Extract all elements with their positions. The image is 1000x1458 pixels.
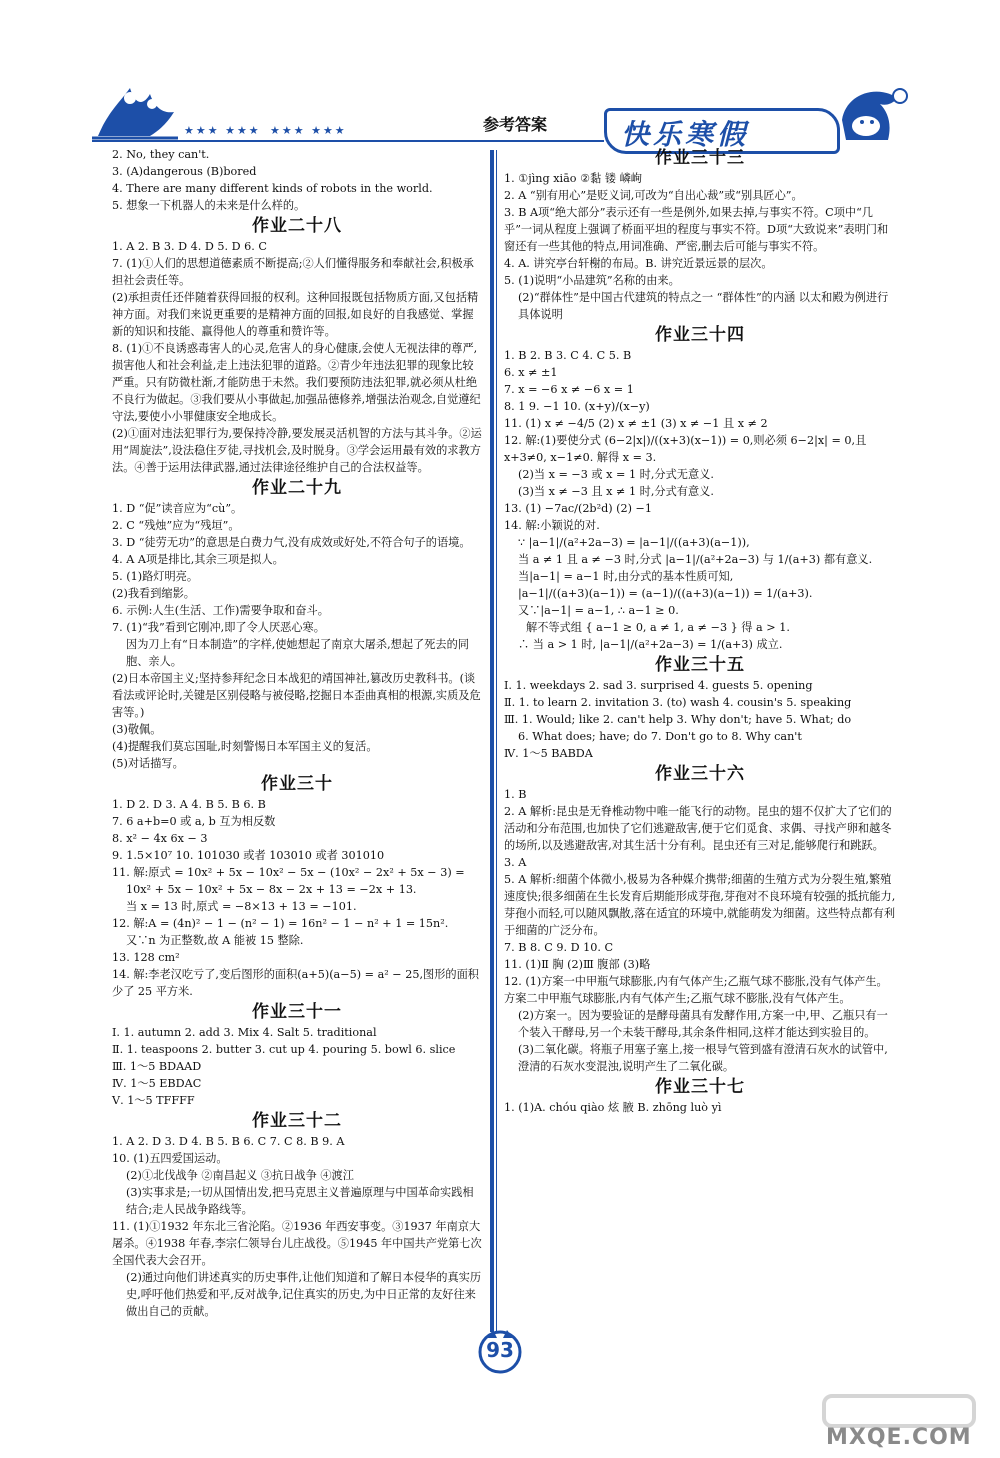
answer-line: 11. 解:原式 = 10x² + 5x − 10x² − 5x − (10x² − 2x² + 5x − 3) = — [112, 866, 465, 879]
answer-line: 当 a ≠ 1 且 a ≠ −3 时,分式 |a−1|/(a²+2a−3) 与 1/(a+3) 都有意义. — [518, 553, 873, 566]
answer-line: (2)当 x = −3 或 x = 1 时,分式无意义. — [518, 468, 714, 481]
answer-line: 2. No, they can't. — [112, 148, 210, 161]
watermark-text: MXQE.COM — [826, 1425, 972, 1450]
answer-line: 8. 1 9. −1 10. (x+y)/(x−y) — [504, 400, 650, 413]
answer-line: (2)承担责任还伴随着获得回报的权利。这种回报既包括物质方面,又包括精神方面。对我们来说更重要的是精神方面的回报,如良好的自我感觉、掌握新的知识和技能、赢得他人的尊重和赞许等。 — [112, 291, 479, 338]
answer-line: 当 x = 13 时,原式 = −8×13 + 13 = −101. — [126, 900, 357, 913]
answer-line: 6. x ≠ ±1 — [504, 366, 558, 379]
answer-line: 3. D “徒劳无功”的意思是白费力气,没有成效或好处,不符合句子的语境。 — [112, 536, 471, 549]
answer-line: 14. 解:小颖说的对. — [504, 519, 600, 532]
answer-line: 2. A “别有用心”是贬义词,可改为“自出心裁”或“别具匠心”。 — [504, 189, 803, 202]
header-stars-mid: ★★★ ★★★ — [270, 124, 347, 137]
answer-line: 4. A. 讲究亭台轩榭的布局。B. 讲究近景远景的层次。 — [504, 257, 773, 270]
section-heading: 作业三十七 — [655, 1077, 745, 1097]
answer-line: 因为刀上有“日本制造”的字样,使她想起了南京大屠杀,想起了死去的同胞、亲人。 — [126, 638, 469, 668]
answer-line: Ⅰ. 1. autumn 2. add 3. Mix 4. Salt 5. traditional — [112, 1026, 377, 1039]
answer-line: 当|a−1| = a−1 时,由分式的基本性质可知, — [518, 570, 734, 583]
answer-line: 4. A A项是排比,其余三项是拟人。 — [112, 553, 284, 566]
section-heading: 作业三十六 — [655, 764, 745, 784]
answer-line: Ⅴ. 1～5 TFFFF — [112, 1094, 195, 1107]
answer-line: (2)“群体性”是中国古代建筑的特点之一 “群体性”的内涵 以太和殿为例进行具体说明 — [518, 291, 889, 321]
page-header — [0, 0, 1000, 160]
answer-line: 2. C “残烛”应为“残垣”。 — [112, 519, 240, 532]
answer-line: 2. A 解析:昆虫是无脊椎动物中唯一能飞行的动物。昆虫的翅不仅扩大了它们的活动和分布范围,也加快了它们逃避敌害,便于它们觅食、求偶、寻找产卵和越冬的场所,以及逃避敌害,对其生活十分有利。昆虫还有三对足,能够爬行和跳跃。 — [504, 805, 892, 852]
section-heading: 作业三十一 — [252, 1002, 342, 1022]
answer-line: ∵ |a−1|/(a²+2a−3) = |a−1|/((a+3)(a−1)), — [518, 536, 750, 549]
answer-line: (3)二氧化碳。将瓶子用塞子塞上,接一根导气管到盛有澄清石灰水的试管中,澄清的石灰水变混浊,说明产生了二氧化碳。 — [518, 1043, 888, 1073]
answer-line: 3. (A)dangerous (B)bored — [112, 165, 257, 178]
answer-line: 1. B 2. B 3. C 4. C 5. B — [504, 349, 632, 362]
answer-line: ∴ 当 a > 1 时, |a−1|/(a²+2a−3) = 1/(a+3) 成立. — [518, 638, 783, 651]
answer-line: 11. (1)①1932 年东北三省沦陷。②1936 年西安事变。③1937 年南京大屠杀。④1938 年春,李宗仁领导台儿庄战役。⑤1945 年中国共产党第七次全国代表大会召开。 — [112, 1220, 482, 1267]
answer-line: 13. (1) −7ac/(2b²d) (2) −1 — [504, 502, 653, 515]
answer-line: (3)实事求是;一切从国情出发,把马克思主义普遍原理与中国革命实践相结合;走人民战争路线等。 — [126, 1186, 474, 1216]
section-heading: 作业三十四 — [655, 325, 745, 345]
answer-line: (2)①北伐战争 ②南昌起义 ③抗日战争 ④渡江 — [126, 1169, 354, 1182]
answer-line: 7. B 8. C 9. D 10. C — [504, 941, 614, 954]
section-heading: 作业三十 — [261, 774, 333, 794]
answer-line: 1. (1)A. chóu qiào 炫 腋 B. zhōng luò yì — [504, 1101, 722, 1114]
answer-line: (2)我看到缩影。 — [112, 587, 195, 600]
section-heading: 作业二十八 — [252, 216, 342, 236]
answer-line: 5. 想象一下机器人的未来是什么样的。 — [112, 199, 306, 212]
answer-line: (2)方案一。因为要验证的是酵母菌具有发酵作用,方案一中,甲、乙瓶只有一个装入干酵母,另一个未装干酵母,其余条件相同,这样才能达到实验目的。 — [518, 1009, 888, 1039]
answer-line: Ⅱ. 1. teaspoons 2. butter 3. cut up 4. pouring 5. bowl 6. slice — [112, 1043, 456, 1056]
answer-line: 4. There are many different kinds of robots in the world. — [112, 182, 433, 195]
answer-line: 12. 解:A = (4n)² − 1 − (n² − 1) = 16n² − 1 − n² + 1 = 15n². — [112, 917, 449, 930]
answer-line: |a−1|/((a+3)(a−1)) = (a−1)/((a+3)(a−1)) = 1/(a+3). — [518, 587, 813, 600]
section-heading: 作业二十九 — [252, 478, 342, 498]
answer-line: 7. 6 a+b=0 或 a, b 互为相反数 — [112, 815, 276, 828]
answer-line: 解不等式组 { a−1 ≥ 0, a ≠ 1, a ≠ −3 } 得 a > 1. — [526, 621, 790, 634]
answer-line: 又∵|a−1| = a−1, ∴ a−1 ≥ 0. — [518, 604, 679, 617]
answer-line: (5)对话描写。 — [112, 757, 184, 770]
section-heading: 作业三十五 — [655, 655, 745, 675]
penguin-decoration-icon — [90, 82, 180, 140]
answer-line: Ⅲ. 1～5 BDAAD — [112, 1060, 202, 1073]
answer-line: Ⅳ. 1～5 EBDAC — [112, 1077, 202, 1090]
answer-line: Ⅱ. 1. to learn 2. invitation 3. (to) wash 4. cousin's 5. speaking — [504, 696, 852, 709]
answer-line: 1. B — [504, 788, 527, 801]
answer-line: 11. (1) x ≠ −4/5 (2) x ≠ ±1 (3) x ≠ −1 且 x ≠ 2 — [504, 417, 768, 430]
answer-line: 7. x = −6 x ≠ −6 x = 1 — [504, 383, 634, 396]
header-stars-left: ★★★ ★★★ — [184, 124, 261, 137]
answer-line: 7. (1)“我”看到它刚冲,即了令人厌恶心寒。 — [112, 621, 325, 634]
answer-line: (4)提醒我们莫忘国耻,时刻警惕日本军国主义的复活。 — [112, 740, 378, 753]
header-label: 参考答案 — [483, 115, 548, 134]
section-heading: 作业三十二 — [252, 1111, 342, 1131]
answer-line: (3)敬佩。 — [112, 723, 162, 736]
answer-line: 1. A 2. B 3. D 4. D 5. D 6. C — [112, 240, 267, 253]
answer-line: 9. 1.5×10⁷ 10. 101030 或者 103010 或者 301010 — [112, 849, 385, 862]
answer-line: 6. 示例:人生(生活、工作)需要争取和奋斗。 — [112, 604, 329, 617]
answer-line: 13. 128 cm² — [112, 951, 180, 964]
answer-line: Ⅲ. 1. Would; like 2. can't help 3. Why don't; have 5. What; do — [504, 713, 852, 726]
section-heading: 作业三十三 — [655, 148, 745, 168]
answer-line: 6. What does; have; do 7. Don't go to 8. Why can't — [518, 730, 802, 743]
answer-line: (3)当 x ≠ −3 且 x ≠ 1 时,分式有意义. — [518, 485, 714, 498]
column-divider — [490, 150, 494, 1332]
page-number: 93 — [486, 1338, 514, 1362]
answer-line: 12. (1)方案一中甲瓶气球膨胀,内有气体产生;乙瓶气球不膨胀,没有气体产生。方案二中甲瓶气球膨胀,内有气体产生;乙瓶气球不膨胀,没有气体产生。 — [504, 975, 888, 1005]
answer-line: 10. (1)五四爱国运动。 — [112, 1152, 228, 1165]
answer-line: 8. x² − 4x 6x − 3 — [112, 832, 208, 845]
answer-line: 5. (1)说明“小品建筑”名称的由来。 — [504, 274, 680, 287]
answer-line: (2)通过向他们讲述真实的历史事件,让他们知道和了解日本侵华的真实历史,呼吁他们热爱和平,反对战争,记住真实的历史,为中日正常的友好往来做出自己的贡献。 — [126, 1271, 482, 1318]
answer-line: 10x² + 5x − 10x² + 5x − 8x − 2x + 13 = −2x + 13. — [126, 883, 417, 896]
answer-line: Ⅳ. 1～5 BABDA — [504, 747, 593, 760]
answer-line: 5. A 解析:细菌个体微小,极易为各种媒介携带;细菌的生殖方式为分裂生殖,繁殖速度快;很多细菌在生长发育后期能形成芽孢,芽孢对不良环境有较强的抵抗能力,芽孢小而轻,可以随风飘散,落在适宜的环境中,就能萌发为细菌。这些特点都有利于细菌的广泛分布。 — [504, 873, 896, 937]
answer-line: (2)①面对违法犯罪行为,要保持冷静,要发展灵活机智的方法与其斗争。②运用“周旋法”,设法稳住歹徒,寻找机会,及时脱身。③学会运用最有效的求教方法。④善于运用法律武器,通过法律途径维护自己的合法权益等。 — [112, 427, 482, 474]
left-column — [112, 146, 482, 1320]
answer-line: 3. B A项“绝大部分”表示还有一些是例外,如果去掉,与事实不符。C项中“几乎”一词从程度上强调了桥面平坦的程度与事实不符。D项“大致说来”表明门和窗还有一些其他的特点,用词准确、严密,删去后可能与事实不符。 — [504, 206, 889, 253]
answer-line: 1. D 2. D 3. A 4. B 5. B 6. B — [112, 798, 266, 811]
answer-line: 7. (1)①人们的思想道德素质不断提高;②人们懂得服务和奉献社会,积极承担社会责任等。 — [112, 257, 474, 287]
answer-line: (2)日本帝国主义;坚持参拜纪念日本战犯的靖国神社,篡改历史教科书。(谈看法或评论时,关键是区别侵略与被侵略,挖掘日本歪曲真相的根源,实质及危害等。) — [112, 672, 481, 719]
answer-line: Ⅰ. 1. weekdays 2. sad 3. surprised 4. guests 5. opening — [504, 679, 813, 692]
header-rule — [92, 140, 604, 142]
column-divider-thin — [496, 150, 497, 1332]
answer-line: 3. A — [504, 856, 527, 869]
answer-line: 1. D “促”读音应为“cù”。 — [112, 502, 243, 515]
right-column — [504, 146, 896, 1116]
answer-line: 1. A 2. D 3. D 4. B 5. B 6. C 7. C 8. B 9. A — [112, 1135, 345, 1148]
answer-line: 11. (1)Ⅱ 胸 (2)Ⅲ 腹部 (3)略 — [504, 958, 651, 971]
answer-line: 12. 解:(1)要使分式 (6−2|x|)/((x+3)(x−1)) = 0,则必须 6−2|x| = 0,且 x+3≠0, x−1≠0. 解得 x = 3. — [504, 434, 867, 464]
answer-line: 14. 解:李老汉吃亏了,变后图形的面积(a+5)(a−5) = a² − 25,图形的面积少了 25 平方米. — [112, 968, 479, 998]
answer-line: 5. (1)路灯明亮。 — [112, 570, 199, 583]
answer-line: 8. (1)①不良诱惑毒害人的心灵,危害人的身心健康,会使人无视法律的尊严,损害他人和社会利益,走上违法犯罪的道路。②青少年违法犯罪的现象比较严重。只有防微杜渐,才能防患于未然。我们要预防违法犯罪,就必须从杜绝不良行为做起。③我们要从小事做起,加强品德修养,增强法治观念,自觉遵纪守法,要使小小罪健康安全地成长。 — [112, 342, 481, 423]
answer-line: 又∵n 为正整数,故 A 能被 15 整除. — [126, 934, 304, 947]
header-banner-title: 快乐寒假 — [621, 118, 750, 151]
santa-decoration-icon — [832, 80, 912, 150]
answer-line: 1. ①jìng xiāo ②黏 镂 嶙峋 — [504, 172, 642, 185]
